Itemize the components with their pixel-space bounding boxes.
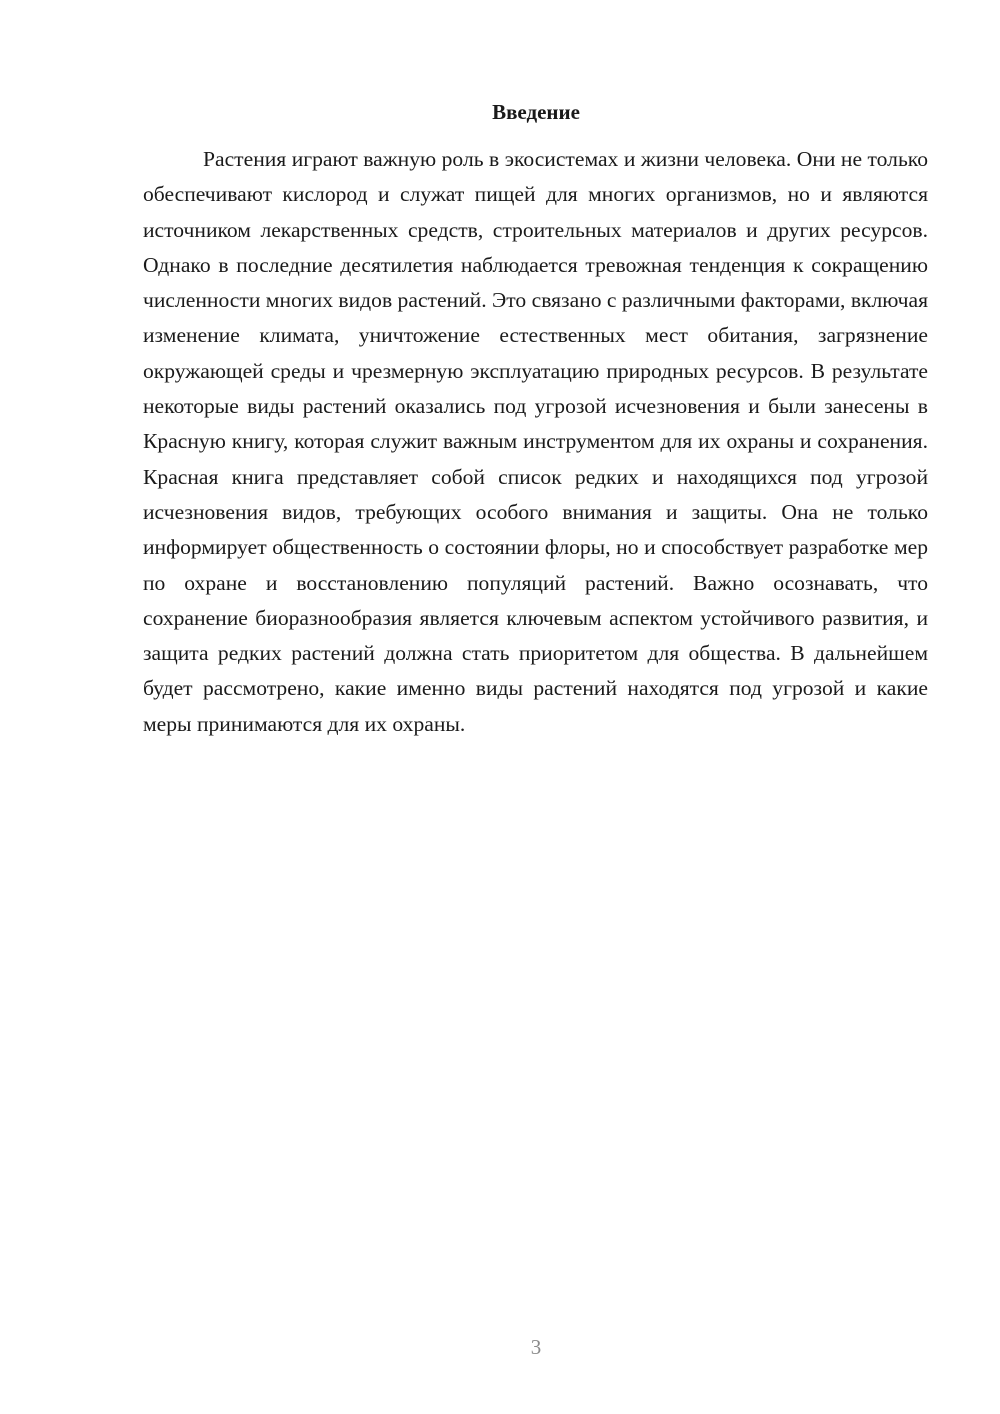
body-paragraph: Растения играют важную роль в экосистемах и жизни человека. Они не только обеспечивают кислород и служат пищей для многих организмов, но и являются источником лекарственных средств, строительных материалов и других ресурсов. Однако в последние десятилетия наблюдается тревожная тенденция к сокращению численности многих видов растений. Это связано с различными факторами, включая изменение климата, уничтожение естественных мест обитания, загрязнение окружающей среды и чрезмерную эксплуатацию природных ресурсов. В результате некоторые виды растений оказались под угрозой исчезновения и были занесены в Красную книгу, которая служит важным инструментом для их охраны и сохранения. Красная книга представляет собой список редких и находящихся под угрозой исчезновения видов, требующих особого внимания и защиты. Она не только информирует общественность о состоянии флоры, но и способствует разработке мер по охране и восстановлению популяций растений. Важно осознавать, что сохранение биоразнообразия является ключевым аспектом устойчивого развития, и защита редких растений должна стать приоритетом для общества. В дальнейшем будет рассмотрено, какие именно виды растений находятся под угрозой и какие меры принимаются для их охраны.: [143, 147, 928, 736]
page-number: 3: [530, 1335, 542, 1359]
section-heading: Введение: [492, 100, 580, 124]
